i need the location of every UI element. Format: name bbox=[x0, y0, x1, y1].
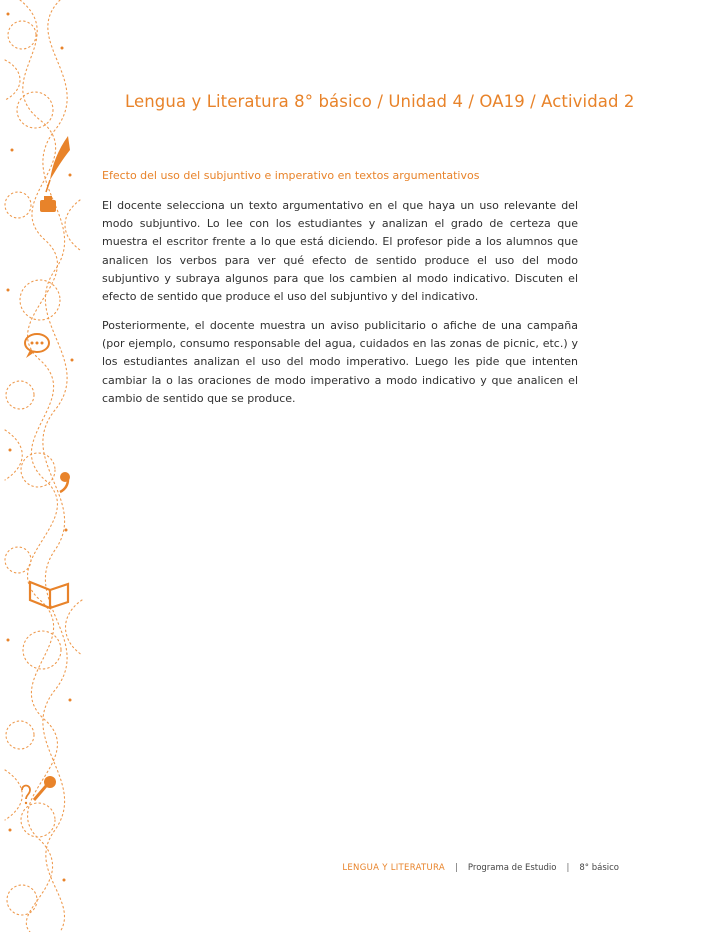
decorative-border bbox=[0, 0, 110, 932]
footer-grade: 8° básico bbox=[579, 863, 619, 873]
footer-separator: | bbox=[566, 863, 570, 873]
inkpot-icon bbox=[40, 196, 56, 212]
activity-title: Efecto del uso del subjuntivo e imperativo en textos argumentativos bbox=[102, 169, 480, 182]
speech-bubble-icon bbox=[25, 334, 49, 358]
footer-separator: | bbox=[455, 863, 458, 873]
activity-paragraph: Posteriormente, el docente muestra un aviso publicitario o afiche de una campaña (por ejemplo, consumo responsable del agua, cuidados en las zonas de picnic, etc.) y los estudiantes analizan el uso del modo imperativo. Luego les pide que intenten cambiar la o las oraciones de modo imperativo a modo indicativo y que analicen el cambio de sentido que se produce. bbox=[102, 319, 578, 405]
quill-icon bbox=[46, 136, 70, 192]
footer-subject: LENGUA Y LITERATURA bbox=[342, 863, 446, 873]
activity-paragraph: El docente selecciona un texto argumentativo en el que haya un uso relevante del modo subjuntivo. Lo lee con los estudiantes y analizan el grado de certeza que muestra el escritor frente a lo que está diciendo. El profesor pide a los alumnos que analicen los verbos para ver qué efecto de sentido produce el uso del modo subjuntivo y subraya algunos para que los cambien al modo indicativo. Discuten el efecto de sentido que produce el uso del subjuntivo y del indicativo. bbox=[102, 199, 578, 304]
question-mark-icon bbox=[22, 786, 30, 805]
footer-program: Programa de Estudio bbox=[467, 863, 557, 873]
document-header-title: Lengua y Literatura 8° básico / Unidad 4 / OA19 / Actividad 2 bbox=[125, 92, 635, 111]
page-footer bbox=[342, 863, 619, 873]
comma-icon bbox=[60, 472, 70, 492]
